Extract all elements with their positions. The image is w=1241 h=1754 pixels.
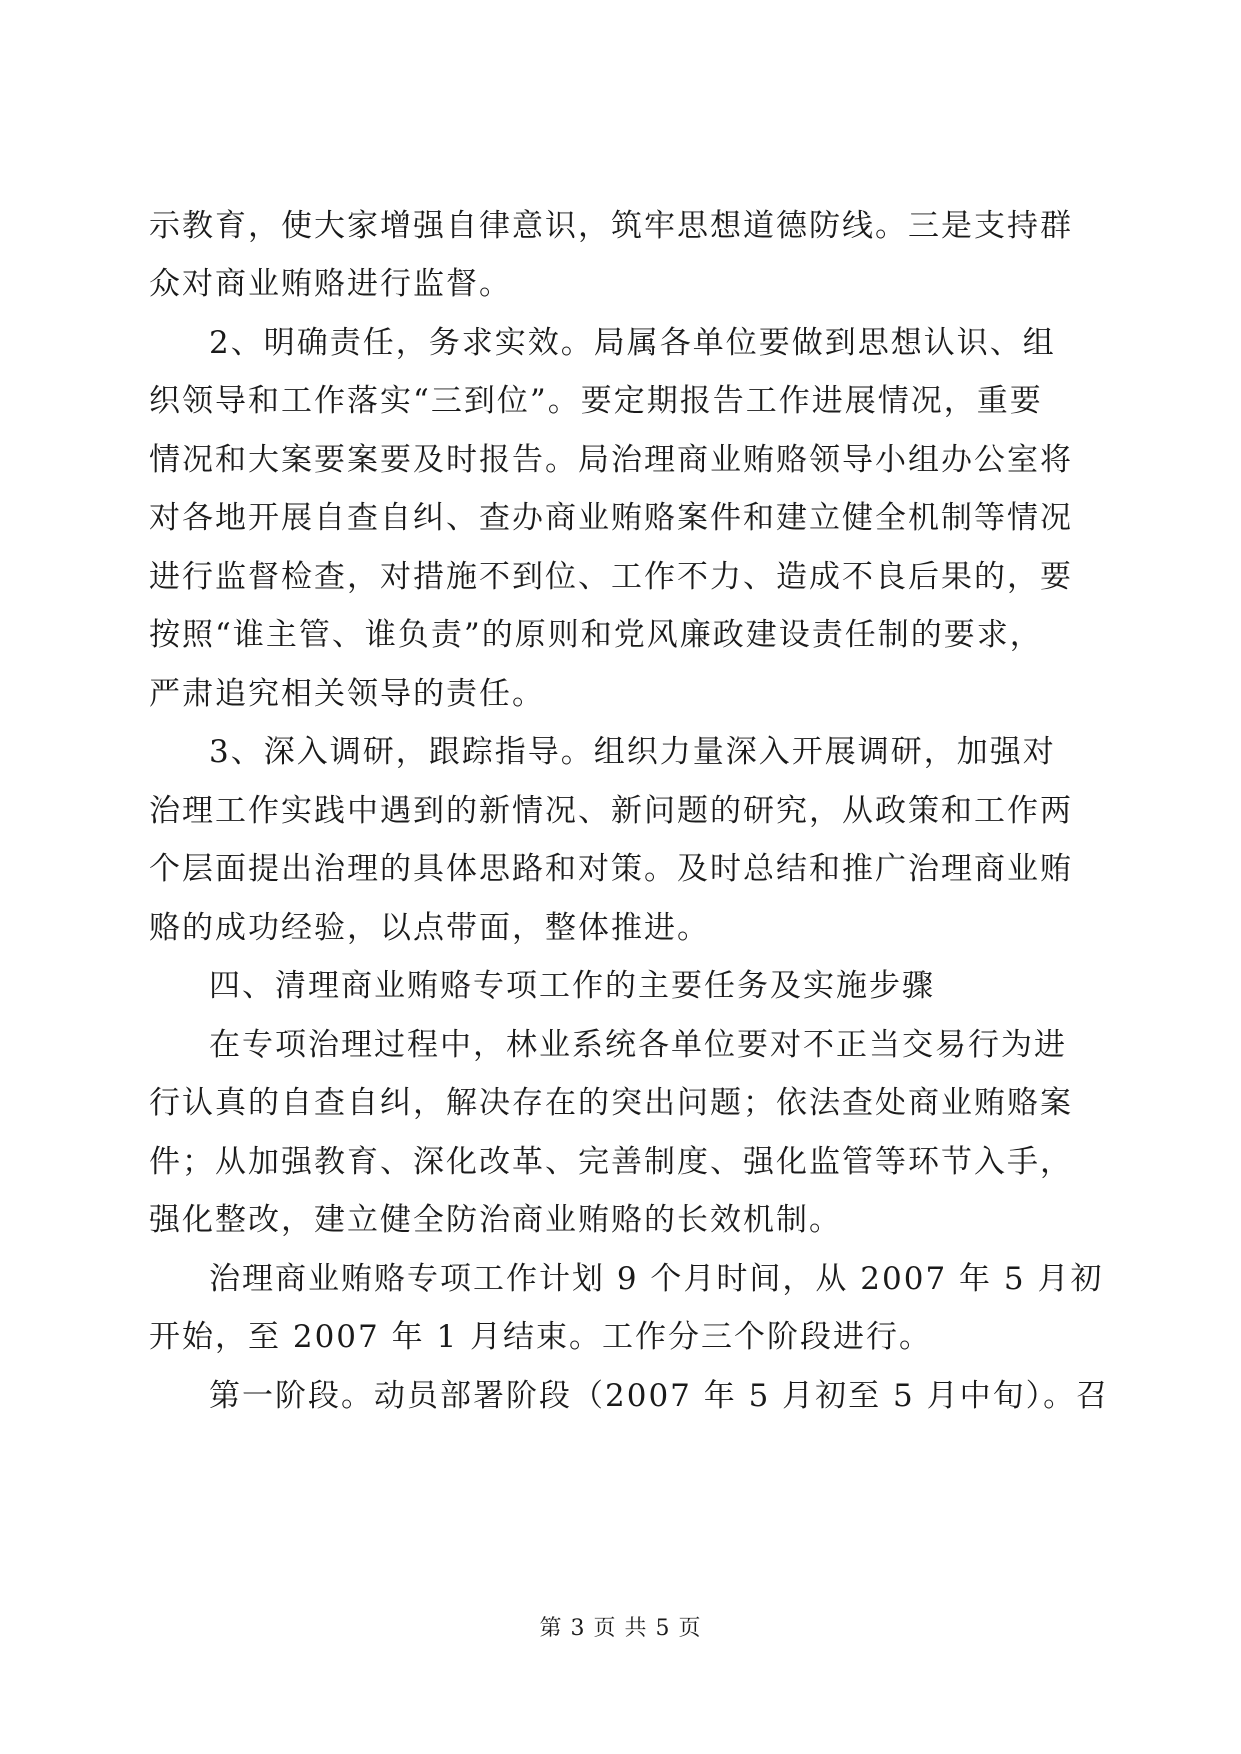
body-text-line: 2、明确责任，务求实效。局属各单位要做到思想认识、组 (209, 325, 1056, 361)
body-text-line: 治理工作实践中遇到的新情况、新问题的研究，从政策和工作两 (149, 793, 1073, 829)
body-text-line: 个层面提出治理的具体思路和对策。及时总结和推广治理商业贿 (149, 851, 1073, 887)
body-text-line: 3、深入调研，跟踪指导。组织力量深入开展调研，加强对 (209, 734, 1056, 770)
body-text-line: 众对商业贿赂进行监督。 (149, 266, 512, 302)
body-text-line: 在专项治理过程中，林业系统各单位要对不正当交易行为进 (209, 1027, 1067, 1063)
body-text-line: 情况和大案要案要及时报告。局治理商业贿赂领导小组办公室将 (149, 442, 1073, 478)
body-text-line: 治理商业贿赂专项工作计划 9 个月时间，从 2007 年 5 月初 (209, 1261, 1104, 1297)
body-text-line: 按照“谁主管、谁负责”的原则和党风廉政建设责任制的要求， (149, 617, 1043, 653)
body-text-line: 件；从加强教育、深化改革、完善制度、强化监管等环节入手， (149, 1144, 1073, 1180)
body-text-line: 严肃追究相关领导的责任。 (149, 676, 545, 712)
body-text-line: 进行监督检查，对措施不到位、工作不力、造成不良后果的，要 (149, 559, 1073, 595)
body-text-line: 赂的成功经验，以点带面，整体推进。 (149, 910, 710, 946)
body-text-line: 织领导和工作落实“三到位”。要定期报告工作进展情况，重要 (149, 383, 1043, 419)
body-text-line: 对各地开展自查自纠、查办商业贿赂案件和建立健全机制等情况 (149, 500, 1073, 536)
body-text-line: 强化整改，建立健全防治商业贿赂的长效机制。 (149, 1202, 842, 1238)
body-text-line: 行认真的自查自纠，解决存在的突出问题；依法查处商业贿赂案 (149, 1085, 1073, 1121)
body-text-line: 第一阶段。动员部署阶段（2007 年 5 月初至 5 月中旬）。召 (209, 1378, 1110, 1414)
body-text-line: 示教育，使大家增强自律意识，筑牢思想道德防线。三是支持群 (149, 208, 1073, 244)
body-text-line: 开始，至 2007 年 1 月结束。工作分三个阶段进行。 (149, 1319, 933, 1355)
page-footer: 第 3 页 共 5 页 (539, 1616, 702, 1641)
section-heading: 四、清理商业贿赂专项工作的主要任务及实施步骤 (209, 968, 935, 1004)
